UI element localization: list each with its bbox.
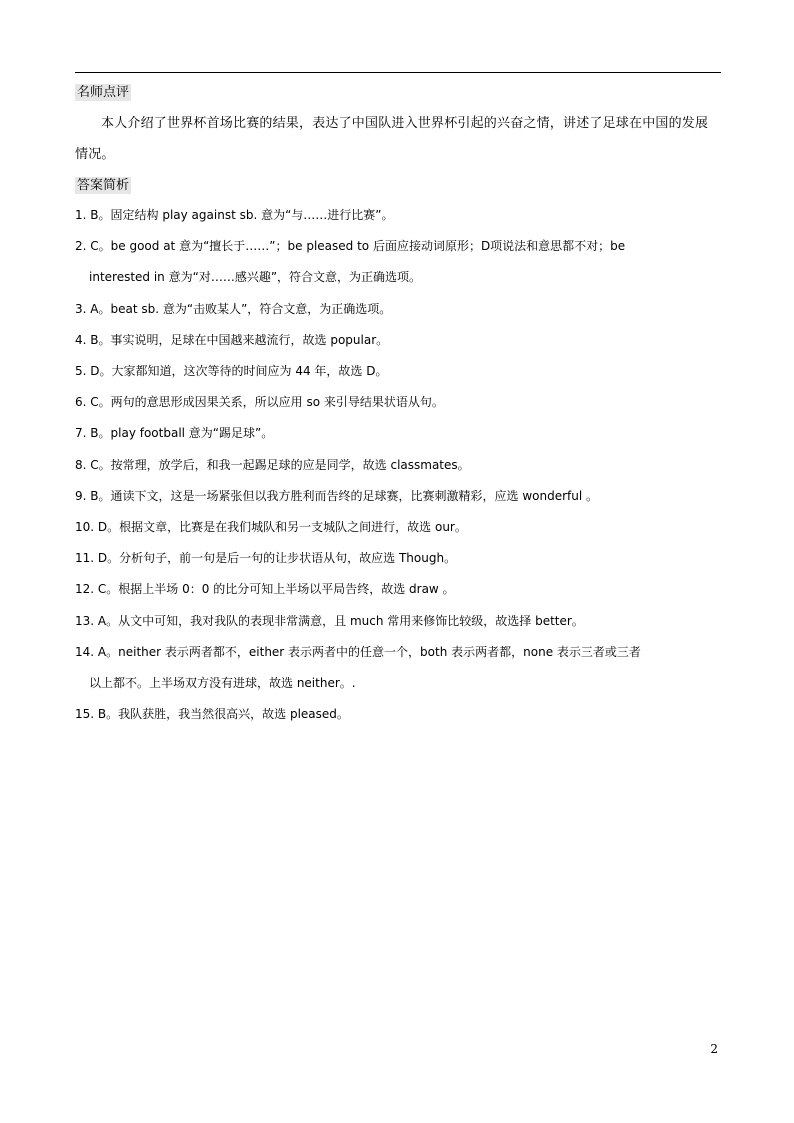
answer-number: 1. xyxy=(75,208,87,222)
answer-item xyxy=(75,418,721,449)
answer-item xyxy=(75,574,721,605)
answer-number: 11. xyxy=(75,551,95,566)
commentary-text: 本人介绍了世界杯首场比赛的结果，表达了中国队进入世界杯引起的兴奋之情，讲述了足球在中国的发展情况。 xyxy=(75,116,709,162)
answer-item xyxy=(75,606,721,637)
answer-number: 12. xyxy=(75,582,95,597)
commentary-paragraph xyxy=(75,108,721,170)
answer-text: B。固定结构 play against sb. 意为“与……进行比赛”。 xyxy=(90,208,394,222)
answer-text: C。根据上半场 0：0 的比分可知上半场以平局告终，故选 draw 。 xyxy=(97,582,455,597)
answer-item xyxy=(75,387,721,418)
answer-text-continuation: 以上都不。上半场双方没有进球，故选 neither。. xyxy=(89,676,356,691)
page-number: 2 xyxy=(710,1042,718,1056)
answer-item xyxy=(75,325,721,356)
answer-item xyxy=(75,450,721,481)
answer-item xyxy=(75,699,721,730)
answer-text: B。事实说明，足球在中国越来越流行，故选 popular。 xyxy=(90,332,389,347)
answer-item xyxy=(75,543,721,574)
answer-text: B。通读下文，这是一场紧张但以我方胜利而告终的足球赛，比赛刺激精彩，应选 wonderful 。 xyxy=(90,488,599,503)
answer-number: 2. xyxy=(75,239,87,254)
answer-key-heading: 答案简析 xyxy=(77,178,130,193)
answer-number: 7. xyxy=(75,426,87,441)
answer-number: 14. xyxy=(75,644,95,659)
answer-number: 5. xyxy=(75,364,87,379)
answer-text: D。大家都知道，这次等待的时间应为 44 年，故选 D。 xyxy=(90,364,388,379)
answer-text: C。be good at 意为“擅长于……”；be pleased to 后面应接动词原形；D项说法和意思都不对；be xyxy=(90,239,626,254)
answer-text: A。neither 表示两者都不，either 表示两者中的任意一个，both 表示两者都，none 表示三者或三者 xyxy=(97,644,641,659)
answer-text: A。从文中可知，我对我队的表现非常满意，且 much 常用来修饰比较级，故选择 better。 xyxy=(97,613,584,628)
answer-number: 10. xyxy=(75,520,95,535)
answer-item xyxy=(75,481,721,512)
answer-number: 3. xyxy=(75,301,87,316)
answer-item xyxy=(75,356,721,387)
answer-text-continuation: interested in 意为“对……感兴趣”，符合文意，为正确选项。 xyxy=(89,270,422,285)
answer-text: D。根据文章，比赛是在我们城队和另一支城队之间进行，故选 our。 xyxy=(97,520,467,535)
answer-text: C。按常理，放学后，和我一起踢足球的应是同学，故选 classmates。 xyxy=(90,457,470,472)
answer-item xyxy=(75,637,721,699)
answer-text: B。我队获胜，我当然很高兴，故选 pleased。 xyxy=(97,707,349,722)
answer-number: 8. xyxy=(75,457,87,472)
answer-item xyxy=(75,231,721,293)
commentary-heading: 名师点评 xyxy=(77,85,130,100)
answer-number: 15. xyxy=(75,707,95,722)
answer-item xyxy=(75,294,721,325)
answer-text: C。两句的意思形成因果关系，所以应用 so 来引导结果状语从句。 xyxy=(90,395,444,410)
header-rule xyxy=(75,72,721,73)
answer-text: A。beat sb. 意为“击败某人”，符合文意，为正确选项。 xyxy=(90,301,392,316)
answer-item xyxy=(75,200,721,231)
answer-text: B。play football 意为“踢足球”。 xyxy=(90,426,274,441)
answer-number: 9. xyxy=(75,488,87,503)
answer-number: 4. xyxy=(75,332,87,347)
answer-list xyxy=(75,200,721,730)
answer-number: 13. xyxy=(75,613,95,628)
answer-item xyxy=(75,512,721,543)
answer-number: 6. xyxy=(75,395,87,410)
answer-text: D。分析句子，前一句是后一句的让步状语从句，故应选 Though。 xyxy=(97,551,457,566)
